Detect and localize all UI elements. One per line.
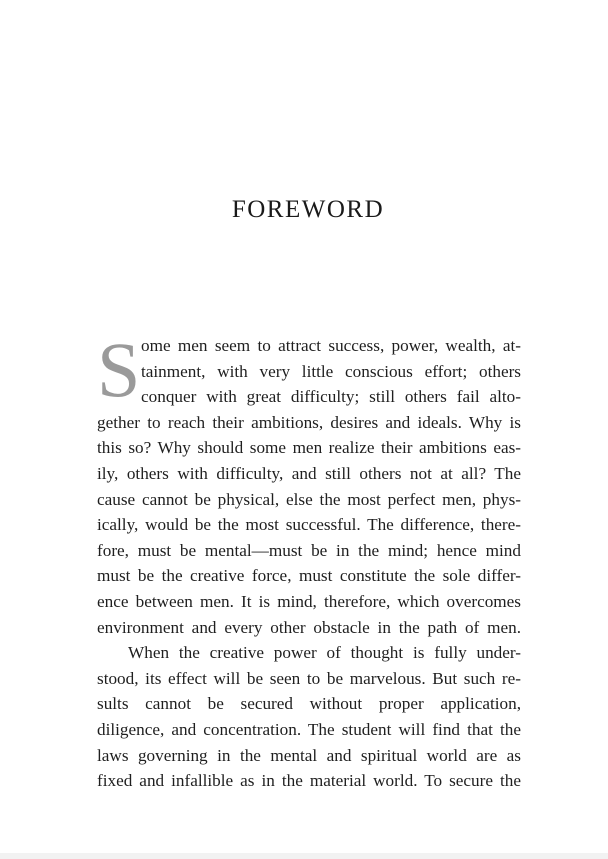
text-line: diligence, and concentration. The student will find that the [97,719,521,739]
text-line: When the creative power of thought is fully under- [128,643,521,663]
chapter-title: FOREWORD [231,196,385,223]
page-bottom-edge [0,853,608,859]
text-line: environment and every other obstacle in the path of men. [97,617,521,637]
paragraph-1 [97,326,521,640]
text-line: tainment, with very little conscious effort; others [141,361,521,381]
text-line: fore, must be mental—must be in the mind; hence mind [97,540,521,560]
body-text [97,326,521,794]
text-line: laws governing in the mental and spiritual world are as [97,745,521,765]
paragraph-2 [97,640,521,794]
text-line: ence between men. It is mind, therefore, which overcomes [97,591,521,611]
text-line: stood, its effect will be seen to be marvelous. But such re- [97,668,521,688]
text-line: fixed and infallible as in the material world. To secure the [97,771,521,791]
text-line: sults cannot be secured without proper application, [97,694,521,714]
text-line: conquer with great difficulty; still others fail alto- [141,387,521,407]
text-line: cause cannot be physical, else the most perfect men, phys- [97,489,521,509]
text-line: gether to reach their ambitions, desires and ideals. Why is [97,412,521,432]
text-line: ically, would be the most successful. The difference, there- [97,515,521,535]
drop-cap: S [97,326,141,413]
text-line: must be the creative force, must constitute the sole differ- [97,566,521,586]
text-line: ome men seem to attract success, power, wealth, at- [141,336,521,355]
text-line: this so? Why should some men realize their ambitions eas- [97,438,521,458]
text-line: ily, others with difficulty, and still others not at all? The [97,463,521,483]
